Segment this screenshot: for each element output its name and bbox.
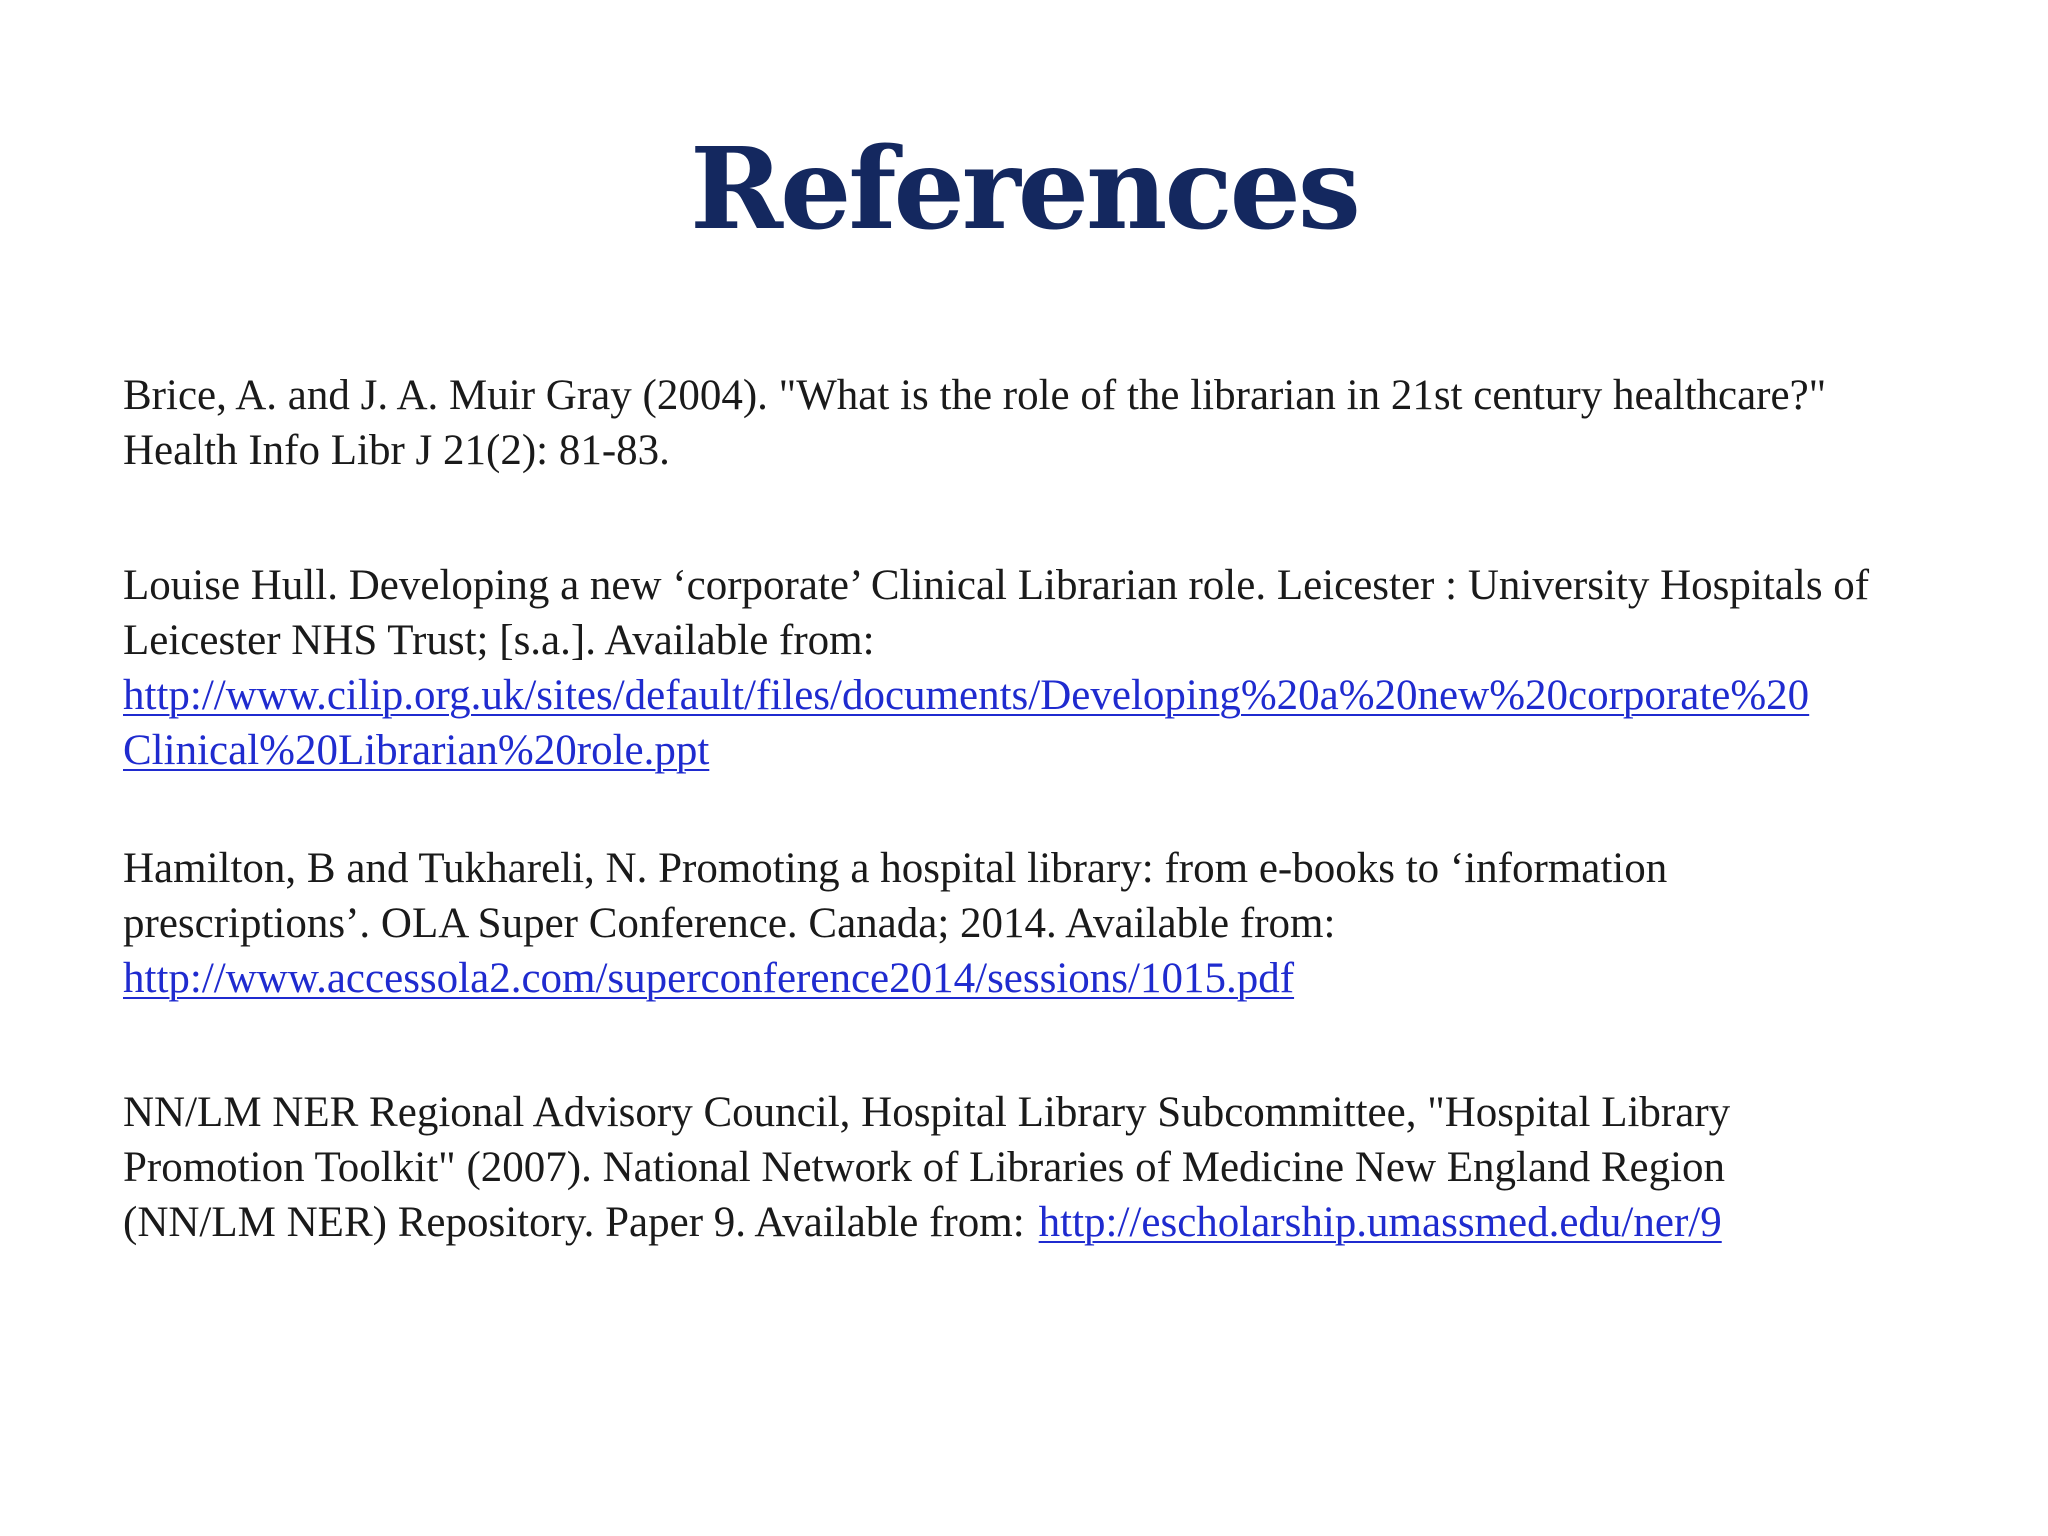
reference-link-accessola[interactable]: http://www.accessola2.com/superconference2014/sessions/1015.pdf xyxy=(123,955,1295,1002)
reference-text: Hamilton, B and Tukhareli, N. Promoting a hospital library: from e-books to ‘information xyxy=(123,845,1668,892)
reference-text: prescriptions’. OLA Super Conference. Canada; 2014. Available from: xyxy=(123,900,1336,947)
reference-text: (NN/LM NER) Repository. Paper 9. Available from: xyxy=(123,1199,1025,1246)
reference-item-brice xyxy=(123,368,1923,478)
reference-link-escholarship[interactable]: http://escholarship.umassmed.edu/ner/9 xyxy=(1038,1199,1722,1246)
references-list xyxy=(123,368,1923,1250)
reference-link-cilip[interactable]: http://www.cilip.org.uk/sites/default/files/documents/Developing%20a%20new%20corporate%20 xyxy=(123,672,1810,719)
reference-text: Louise Hull. Developing a new ‘corporate’ Clinical Librarian role. Leicester : University Hospitals of xyxy=(123,562,1870,609)
reference-text: Leicester NHS Trust; [s.a.]. Available from: xyxy=(123,617,875,664)
reference-link-cilip-continued[interactable]: Clinical%20Librarian%20role.ppt xyxy=(123,727,710,774)
slide-title: References xyxy=(690,124,1358,255)
reference-text: Brice, A. and J. A. Muir Gray (2004). "What is the role of the librarian in 21st century healthcare?" xyxy=(123,372,1827,419)
reference-item-nnlm xyxy=(123,1085,1923,1250)
reference-text: NN/LM NER Regional Advisory Council, Hospital Library Subcommittee, "Hospital Library xyxy=(123,1089,1731,1136)
reference-text: Promotion Toolkit" (2007). National Network of Libraries of Medicine New England Region xyxy=(123,1144,1726,1191)
reference-item-hull xyxy=(123,558,1923,778)
reference-text: Health Info Libr J 21(2): 81-83. xyxy=(123,427,670,474)
reference-item-hamilton xyxy=(123,841,1923,1006)
